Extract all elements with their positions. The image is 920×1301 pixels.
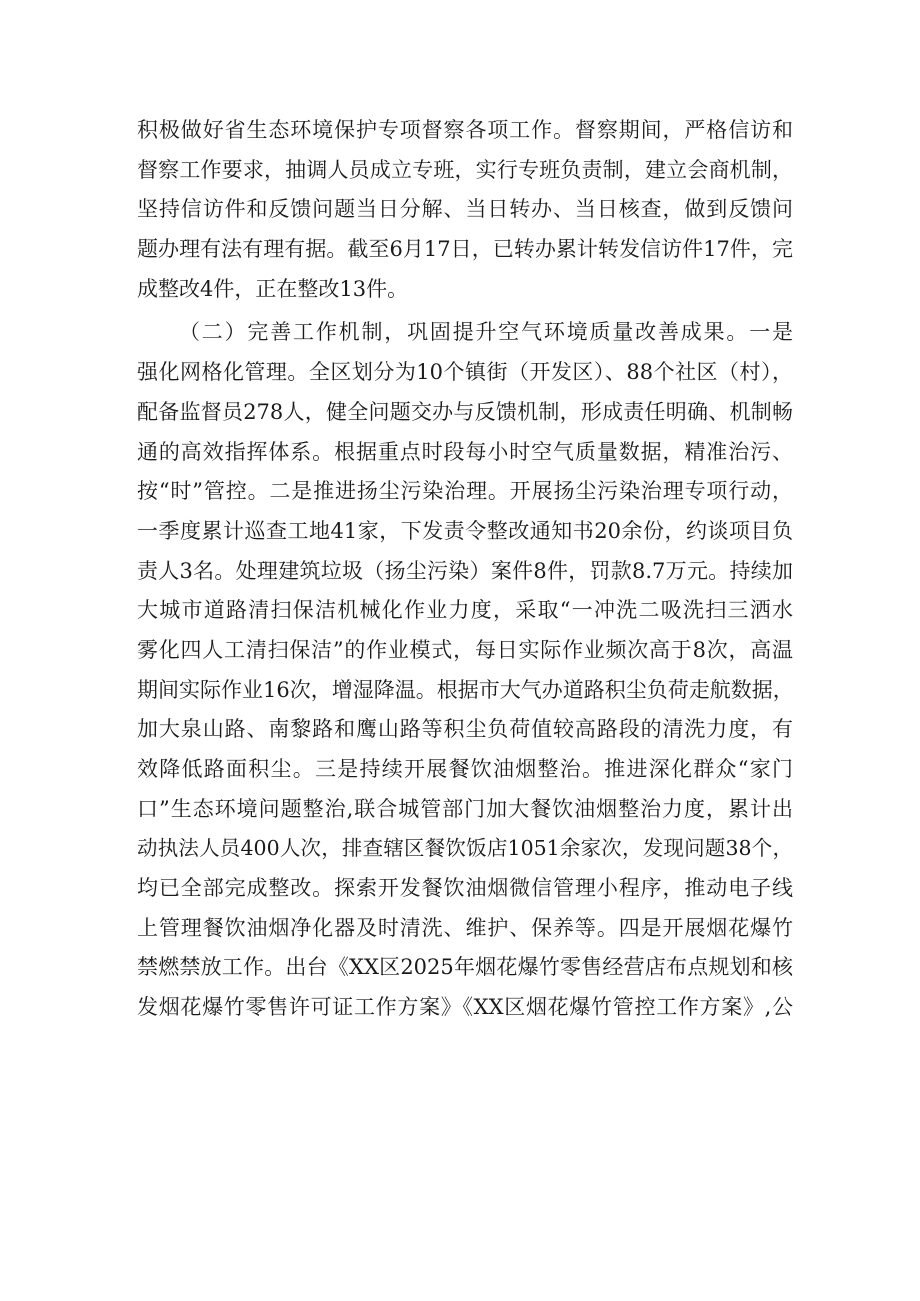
text-line: 上管理餐饮油烟净化器及时清洗、维护、保养等。四是开展烟花爆竹 (137, 915, 793, 940)
text-line: 期间实际作业16次，增湿降温。根据市大气办道路积尘负荷走航数据， (137, 677, 794, 702)
text-line (137, 1028, 793, 1068)
paragraph-inspection (137, 111, 793, 309)
text-line: 配备监督员278人，健全问题交办与反馈机制，形成责任明确、机制畅 (137, 399, 793, 424)
text-line: 责人3名。处理建筑垃圾（扬尘污染）案件8件，罚款8.7万元。持续加 (137, 558, 793, 583)
text-line: 积极做好省生态环境保护专项督察各项工作。督察期间，严格信访和 (137, 118, 793, 142)
section-heading-line: （二）完善工作机制，巩固提升空气环境质量改善成果。一是 (179, 320, 793, 345)
text-line: 大城市道路清扫保洁机械化作业力度，采取“一冲洗二吸洗扫三洒水 (137, 598, 793, 623)
text-line: 题办理有法有理有据。截至6月17日，已转办累计转发信访件17件，完 (137, 237, 793, 262)
text-line: 按“时”管控。二是推进扬尘污染治理。开展扬尘污染治理专项行动， (137, 479, 793, 504)
text-line: 均已全部完成整改。探索开发餐饮油烟微信管理小程序，推动电子线 (137, 876, 793, 901)
text-line: 雾化四人工清扫保洁”的作业模式，每日实际作业频次高于8次，高温 (137, 637, 793, 662)
text-line: 动执法人员400人次，排查辖区餐饮饭店1051余家次，发现问题38个， (137, 836, 793, 861)
document-body (137, 111, 793, 1068)
text-line: 禁燃禁放工作。出台《XX区2025年烟花爆竹零售经营店布点规划和核 (137, 955, 793, 980)
paragraph-air-quality (137, 313, 793, 1067)
text-line: 成整改4件，正在整改13件。 (137, 276, 409, 301)
text-line: 督察工作要求，抽调人员成立专班，实行专班负责制，建立会商机制， (137, 157, 793, 182)
text-line: 通的高效指挥体系。根据重点时段每小时空气质量数据，精准治污、 (137, 439, 793, 464)
text-line: 口”生态环境问题整治,联合城管部门加大餐饮油烟整治力度，累计出 (137, 796, 793, 821)
text-line: 效降低路面积尘。三是持续开展餐饮油烟整治。推进深化群众“家门 (137, 757, 793, 781)
text-line: 加大泉山路、南黎路和鹰山路等积尘负荷值较高路段的清洗力度，有 (137, 717, 793, 742)
text-line: 强化网格化管理。全区划分为10个镇街（开发区）、88个社区（村）， (137, 360, 793, 385)
text-line: 坚持信访件和反馈问题当日分解、当日转办、当日核查，做到反馈问 (137, 197, 793, 222)
text-line: 一季度累计巡查工地41家，下发责令整改通知书20余份，约谈项目负 (137, 518, 793, 543)
text-line: 发烟花爆竹零售许可证工作方案》《XX区烟花爆竹管控工作方案》,公 (137, 995, 793, 1020)
